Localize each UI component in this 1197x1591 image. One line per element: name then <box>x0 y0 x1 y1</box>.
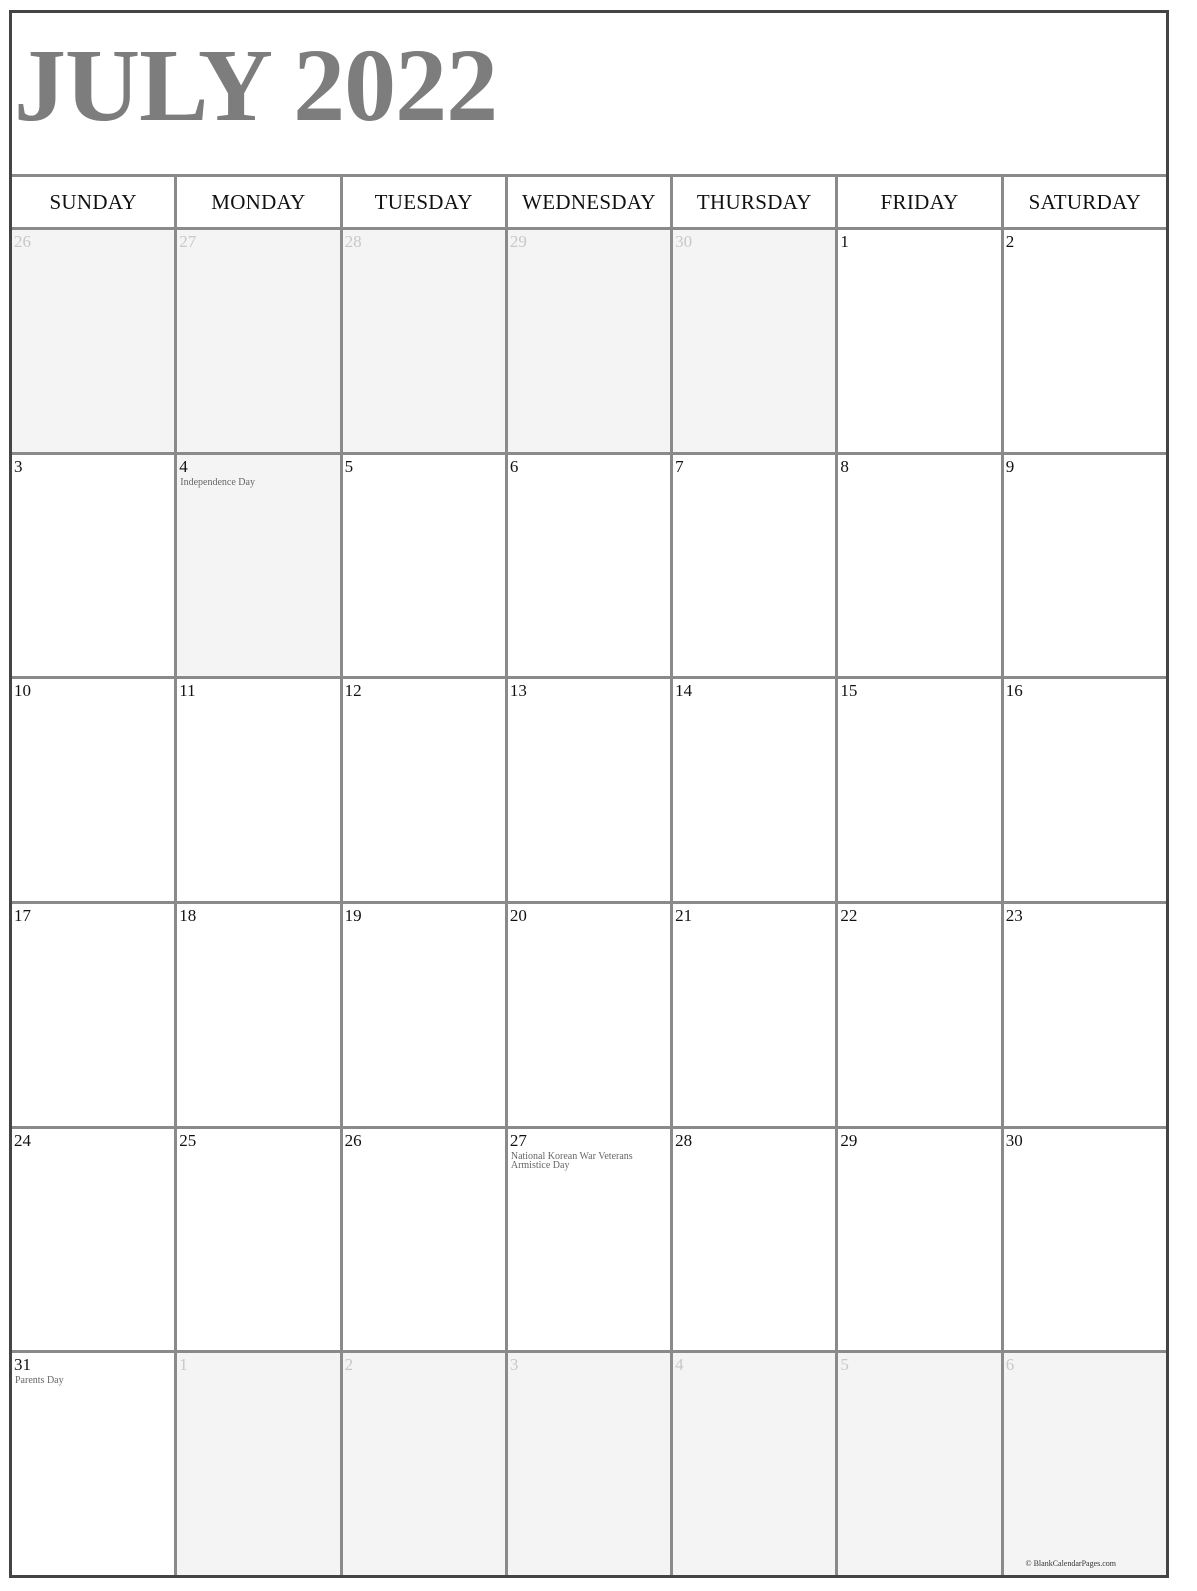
day-cell <box>673 679 835 901</box>
day-cell <box>838 679 1000 901</box>
day-cell <box>838 1129 1000 1351</box>
title-bar <box>12 13 1166 177</box>
day-cell <box>177 455 339 677</box>
day-number: 10 <box>14 681 31 701</box>
day-number: 2 <box>1005 232 1015 251</box>
day-cell-outside-month <box>838 1353 1000 1575</box>
day-cell <box>508 679 670 901</box>
day-number: 17 <box>14 906 31 925</box>
weekday-header-tuesday: TUESDAY <box>343 177 505 227</box>
day-cell <box>343 904 505 1126</box>
day-cell-outside-month <box>508 1353 670 1575</box>
day-number: 26 <box>344 1130 362 1150</box>
day-number: 29 <box>509 232 527 251</box>
calendar-grid <box>12 177 1166 1575</box>
weekday-header-friday: FRIDAY <box>838 177 1000 227</box>
day-number: 28 <box>344 232 362 251</box>
day-number: 29 <box>840 1130 858 1150</box>
day-cell <box>343 679 505 901</box>
day-number: 21 <box>675 906 693 925</box>
day-cell <box>673 455 835 677</box>
weekday-header-saturday: SATURDAY <box>1004 177 1166 227</box>
day-number: 25 <box>179 1130 197 1150</box>
holiday-note: Parents Day <box>15 1375 64 1387</box>
day-cell <box>673 1129 835 1351</box>
day-number: 26 <box>14 232 31 251</box>
copyright-watermark: © BlankCalendarPages.com <box>1025 1559 1116 1568</box>
day-cell-outside-month <box>508 230 670 452</box>
day-cell <box>1004 904 1166 1126</box>
weekday-header-sunday: SUNDAY <box>12 177 174 227</box>
day-cell <box>12 455 174 677</box>
day-number: 5 <box>840 1355 849 1375</box>
day-cell <box>12 904 174 1126</box>
day-cell <box>343 1129 505 1351</box>
day-cell <box>1004 679 1166 901</box>
day-number: 15 <box>840 681 858 701</box>
day-number: 1 <box>840 232 849 251</box>
day-cell <box>1004 455 1166 677</box>
day-number: 5 <box>344 456 354 476</box>
day-number: 13 <box>509 681 527 701</box>
holiday-note: Independence Day <box>180 476 255 488</box>
day-cell <box>12 1353 174 1575</box>
day-number: 22 <box>840 906 858 925</box>
day-number: 7 <box>675 456 684 476</box>
day-cell-outside-month <box>177 230 339 452</box>
day-number: 6 <box>509 456 519 476</box>
day-number: 3 <box>14 456 23 476</box>
day-number: 23 <box>1005 906 1023 925</box>
day-cell <box>1004 230 1166 452</box>
day-cell <box>177 679 339 901</box>
day-number: 14 <box>675 681 693 701</box>
day-number: 3 <box>509 1355 519 1375</box>
day-number: 30 <box>675 232 693 251</box>
day-cell <box>1004 1129 1166 1351</box>
day-number: 27 <box>509 1130 527 1150</box>
day-number: 30 <box>1005 1130 1023 1150</box>
day-number: 11 <box>179 681 196 701</box>
month-title: JULY 2022 <box>14 28 498 143</box>
weekday-header-monday: MONDAY <box>177 177 339 227</box>
day-number: 4 <box>675 1355 684 1375</box>
day-cell-outside-month <box>673 1353 835 1575</box>
day-number: 6 <box>1005 1355 1015 1375</box>
weekday-header-wednesday: WEDNESDAY <box>508 177 670 227</box>
calendar <box>9 10 1169 1578</box>
day-cell-outside-month <box>177 1353 339 1575</box>
day-cell <box>177 904 339 1126</box>
day-number: 2 <box>344 1355 354 1375</box>
day-cell-outside-month <box>12 230 174 452</box>
day-cell <box>838 455 1000 677</box>
day-cell <box>508 904 670 1126</box>
day-number: 8 <box>840 456 849 476</box>
day-number: 28 <box>675 1130 693 1150</box>
day-cell <box>343 455 505 677</box>
day-number: 18 <box>179 906 197 925</box>
day-cell <box>508 1129 670 1351</box>
day-cell <box>508 455 670 677</box>
weekday-header-thursday: THURSDAY <box>673 177 835 227</box>
day-cell <box>177 1129 339 1351</box>
day-number: 1 <box>179 1355 188 1375</box>
day-number: 16 <box>1005 681 1023 701</box>
day-cell-outside-month <box>1004 1353 1166 1575</box>
day-cell <box>838 230 1000 452</box>
day-cell-outside-month <box>673 230 835 452</box>
day-number: 24 <box>14 1130 31 1150</box>
day-number: 27 <box>179 232 197 251</box>
holiday-note: National Korean War Veterans Armistice Day <box>510 1150 633 1171</box>
day-number: 4 <box>179 456 188 476</box>
day-number: 31 <box>14 1355 31 1375</box>
day-cell-outside-month <box>343 230 505 452</box>
day-cell <box>838 904 1000 1126</box>
day-cell-outside-month <box>343 1353 505 1575</box>
day-cell <box>12 679 174 901</box>
day-number: 19 <box>344 906 362 925</box>
day-number: 9 <box>1005 456 1015 476</box>
day-cell <box>12 1129 174 1351</box>
day-cell <box>673 904 835 1126</box>
day-number: 20 <box>509 906 527 925</box>
day-number: 12 <box>344 681 362 701</box>
